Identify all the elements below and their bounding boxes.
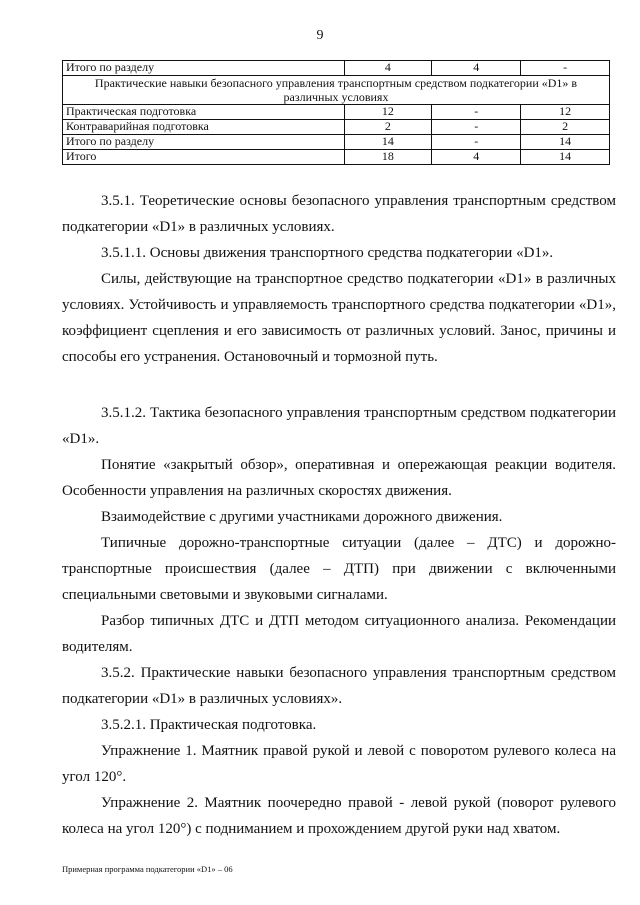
cell-practice: 14 xyxy=(521,150,610,165)
cell-practice: 2 xyxy=(521,120,610,135)
exercise-2: Упражнение 2. Маятник поочередно правой - левой рукой (поворот рулевого колеса на угол 120°) с подниманием и прохождением другой руки над хватом. xyxy=(62,795,616,837)
paragraph-typical-situations: Типичные дорожно-транспортные ситуации (далее – ДТС) и дорожно-транспортные происшествия (далее – ДТП) при движении с включенными специальными световыми и звуковыми сигналами. xyxy=(62,535,616,603)
cell-theory: - xyxy=(432,120,521,135)
paragraph-forces: Силы, действующие на транспортное средство подкатегории «D1» в различных условиях. Устойчивость и управляемость транспортного средства подкатегории «D1», коэффициент сцепления и его зависимость от различных условий. Занос, причины и способы его устранения. Остановочный и тормозной путь. xyxy=(62,271,616,365)
cell-total: 14 xyxy=(344,135,432,150)
row-label: Итого xyxy=(63,150,345,165)
hours-table xyxy=(62,60,610,165)
exercise-1: Упражнение 1. Маятник правой рукой и левой с поворотом рулевого колеса на угол 120°. xyxy=(62,743,616,785)
row-label: Практическая подготовка xyxy=(63,105,345,120)
cell-total: 4 xyxy=(344,61,432,76)
row-label: Контраварийная подготовка xyxy=(63,120,345,135)
table-row xyxy=(63,135,610,150)
cell-theory: - xyxy=(432,105,521,120)
row-label: Итого по разделу xyxy=(63,135,345,150)
page-footer: Примерная программа подкатегории «D1» – 06 xyxy=(62,864,233,874)
section-3-5-2-1-heading: 3.5.2.1. Практическая подготовка. xyxy=(101,717,317,733)
paragraph-interaction: Взаимодействие с другими участниками дорожного движения. xyxy=(101,509,503,525)
table-row xyxy=(63,120,610,135)
cell-practice: 12 xyxy=(521,105,610,120)
table-row xyxy=(63,150,610,165)
section-3-5-1-2-heading: 3.5.1.2. Тактика безопасного управления транспортным средством подкатегории «D1». xyxy=(62,405,616,447)
page-number: 9 xyxy=(316,28,324,43)
table-row xyxy=(63,105,610,120)
cell-theory: 4 xyxy=(432,61,521,76)
section-3-5-1-heading: 3.5.1. Теоретические основы безопасного управления транспортным средством подкатегории «D1» в различных условиях. xyxy=(62,193,616,235)
paragraph-analysis: Разбор типичных ДТС и ДТП методом ситуационного анализа. Рекомендации водителям. xyxy=(62,613,616,655)
paragraph-closed-view: Понятие «закрытый обзор», оперативная и опережающая реакции водителя. Особенности управления на различных скоростях движения. xyxy=(62,457,616,499)
section-heading-cell: Практические навыки безопасного управления транспортным средством подкатегории «D1» в различных условиях xyxy=(63,76,610,105)
table-section-row xyxy=(63,76,610,105)
cell-practice: 14 xyxy=(521,135,610,150)
cell-theory: - xyxy=(432,135,521,150)
cell-practice: - xyxy=(521,61,610,76)
section-3-5-2-heading: 3.5.2. Практические навыки безопасного управления транспортным средством подкатегории «D1» в различных условиях». xyxy=(62,665,616,707)
cell-total: 2 xyxy=(344,120,432,135)
table-row xyxy=(63,61,610,76)
cell-total: 12 xyxy=(344,105,432,120)
cell-theory: 4 xyxy=(432,150,521,165)
section-3-5-1-1-heading: 3.5.1.1. Основы движения транспортного средства подкатегории «D1». xyxy=(101,245,554,261)
cell-total: 18 xyxy=(344,150,432,165)
row-label: Итого по разделу xyxy=(63,61,345,76)
